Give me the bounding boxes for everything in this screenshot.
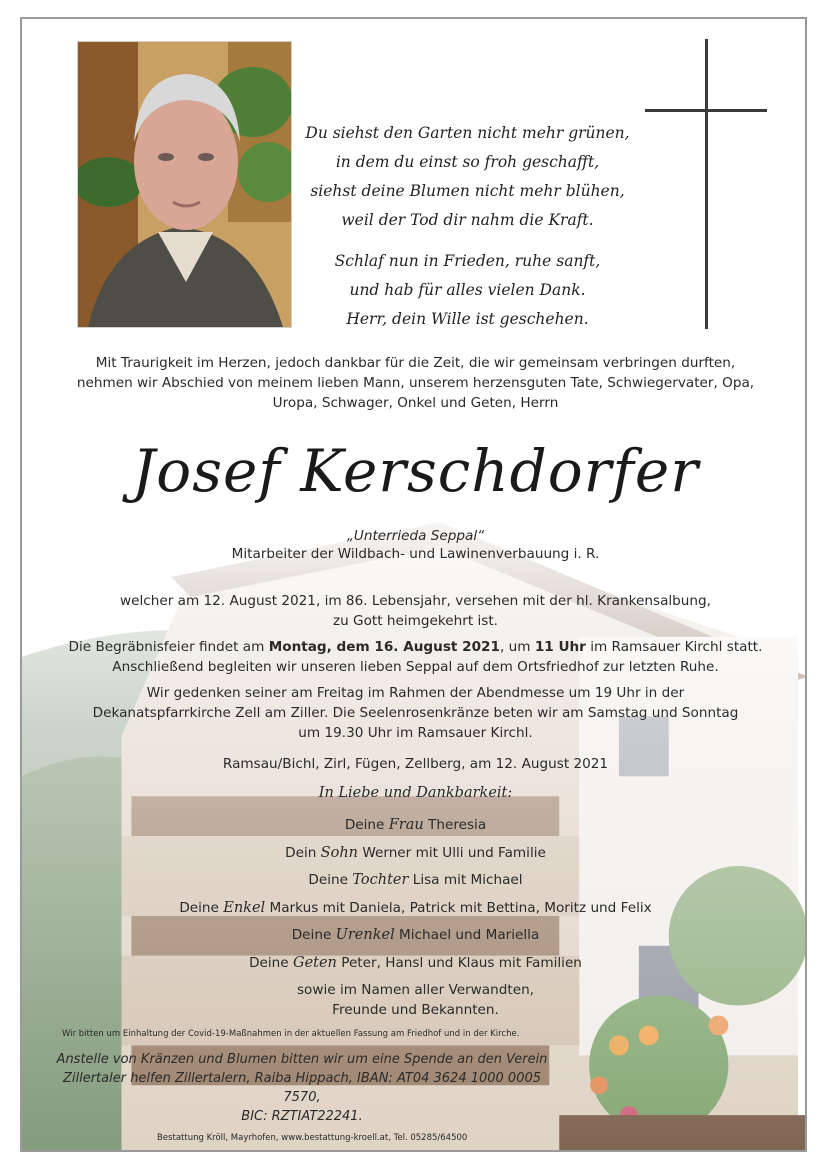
intro-text [52,353,779,413]
poem-line: in dem du einst so froh geschafft, [335,153,600,171]
death-line: welcher am 12. August 2021, im 86. Lebensjahr, versehen mit der hl. Krankensalbung, [120,593,711,609]
donation-line: Anstelle von Kränzen und Blumen bitten wir um eine Spende an den Verein [56,1052,548,1067]
poem-line: weil der Tod dir nahm die Kraft. [341,211,594,229]
funeral-info [52,637,779,677]
mourner-row: Dein Sohn Werner mit Ulli und Familie [285,844,546,861]
deceased-details [52,527,779,563]
funeral-date: Montag, dem 16. August 2021 [268,639,500,655]
mourner-row: Deine Frau Theresia [344,817,487,833]
memorial-line: um 19.30 Uhr im Ramsauer Kirchl. [298,725,533,741]
poem-line: siehst deine Blumen nicht mehr blühen, [310,182,625,200]
funeral-time: 11 Uhr [534,639,586,655]
relatives-text: Freunde und Bekannten. [332,1002,499,1018]
intro-line: Mit Traurigkeit im Herzen, jedoch dankbar für die Zeit, die wir gemeinsam verbringen durften, [95,355,736,371]
mourner-row: Deine Tochter Lisa mit Michael [308,872,523,888]
covid-note: Wir bitten um Einhaltung der Covid-19-Maßnahmen in der aktuellen Fassung am Friedhof und in der Kirche. [62,1029,520,1039]
obituary-card [20,17,807,1152]
intro-line: Uropa, Schwager, Onkel und Geten, Herrn [272,395,559,411]
footer-funeral-home: Bestattung Kröll, Mayrhofen, www.bestattung-kroell.at, Tel. 05285/64500 [157,1133,468,1143]
poem [290,119,645,334]
death-notice [52,591,779,631]
mourner-row: Deine Geten Peter, Hansl und Klaus mit Familien [249,954,582,971]
poem-line: und hab für alles vielen Dank. [349,281,586,299]
deceased-name: Josef Kerschdorfer [132,437,699,505]
memorial-line: Dekanatspfarrkirche Zell am Ziller. Die Seelenrosenkränze beten wir am Samstag und Sonntag [92,705,739,721]
mourner-row: Deine Enkel Markus mit Daniela, Patrick mit Bettina, Moritz und Felix [179,899,652,916]
place-date: Ramsau/Bichl, Zirl, Fügen, Zellberg, am 12. August 2021 [222,756,609,772]
memorial-info [52,683,779,743]
donation-line: BIC: RZTIAT22241. [241,1109,363,1124]
poem-line: Du siehst den Garten nicht mehr grünen, [305,124,630,142]
relatives-text: sowie im Namen aller Verwandten, [296,982,535,998]
cross-icon [645,39,767,329]
poem-line: Schlaf nun in Frieden, ruhe sanft, [334,252,601,270]
donation-info [52,1050,552,1126]
intro-line: nehmen wir Abschied von meinem lieben Mann, unserem herzensguten Tate, Schwiegervater, Opa, [76,375,755,391]
mourner-row: Deine Urenkel Michael und Mariella [291,927,540,943]
mourners-list [52,812,779,977]
occupation: Mitarbeiter der Wildbach- und Lawinenverbauung i. R. [231,546,600,562]
nickname: „Unterrieda Seppal“ [346,528,485,544]
gratitude-line: In Liebe und Dankbarkeit: [318,785,513,801]
funeral-line: Die Begräbnisfeier findet am Montag, dem 16. August 2021, um 11 Uhr im Ramsauer Kirchl statt. [68,639,763,655]
relatives-line [52,980,779,1020]
memorial-line: Wir gedenken seiner am Freitag im Rahmen der Abendmesse um 19 Uhr in der [146,685,685,701]
funeral-line-2: Anschließend begleiten wir unseren lieben Seppal auf dem Ortsfriedhof zur letzten Ruhe. [112,659,719,675]
poem-line: Herr, dein Wille ist geschehen. [346,310,589,328]
portrait-photo [77,41,292,328]
donation-line: Zillertaler helfen Zillertalern, Raiba Hippach, IBAN: AT04 3624 1000 0005 7570, [62,1071,542,1105]
death-line: zu Gott heimgekehrt ist. [332,613,498,629]
